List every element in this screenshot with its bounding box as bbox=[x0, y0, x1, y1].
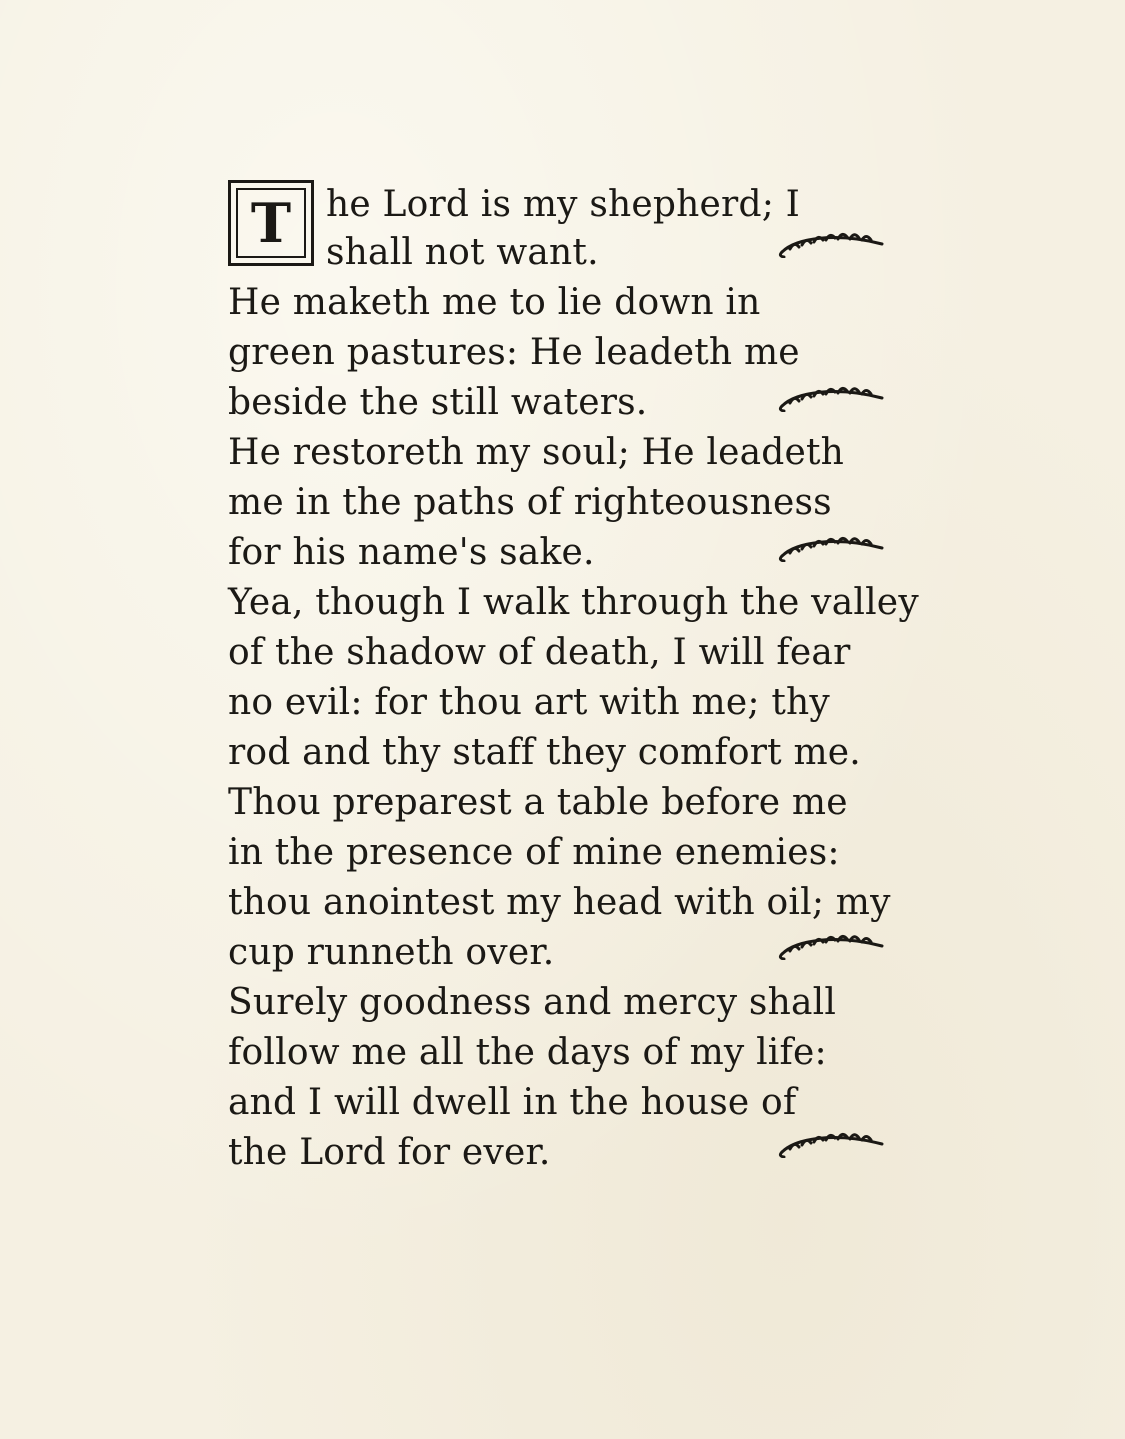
verse-line: thou anointest my head with oil; my bbox=[228, 882, 891, 923]
verse-line: of the shadow of death, I will fear bbox=[228, 632, 851, 673]
drop-cap-letter: T bbox=[236, 188, 306, 258]
verse-line: He maketh me to lie down in bbox=[228, 282, 761, 323]
verse-line: Surely goodness and mercy shall bbox=[228, 982, 837, 1023]
verse-line: Yea, though I walk through the valley bbox=[228, 582, 919, 623]
verse-line: and I will dwell in the house of bbox=[228, 1082, 797, 1123]
verse-line: for his name's sake. bbox=[228, 532, 595, 573]
verse-line: the Lord for ever. bbox=[228, 1132, 551, 1173]
drop-cap-box bbox=[228, 180, 314, 266]
verse-line: in the presence of mine enemies: bbox=[228, 832, 840, 873]
verse-line: cup runneth over. bbox=[228, 932, 555, 973]
leaf-flourish-icon bbox=[776, 228, 888, 258]
verse-line: green pastures: He leadeth me bbox=[228, 332, 800, 373]
verse-line: he Lord is my shepherd; I bbox=[326, 184, 801, 225]
leaf-flourish-icon bbox=[776, 382, 888, 412]
verse-line: He restoreth my soul; He leadeth bbox=[228, 432, 845, 473]
verse-line: follow me all the days of my life: bbox=[228, 1032, 827, 1073]
leaf-flourish-icon bbox=[776, 930, 888, 960]
verse-line: no evil: for thou art with me; thy bbox=[228, 682, 830, 723]
leaf-flourish-icon bbox=[776, 532, 888, 562]
verse-line: Thou preparest a table before me bbox=[228, 782, 848, 823]
verse-line: shall not want. bbox=[326, 232, 599, 273]
verse-line: rod and thy staff they comfort me. bbox=[228, 732, 861, 773]
leaf-flourish-icon bbox=[776, 1128, 888, 1158]
verse-line: beside the still waters. bbox=[228, 382, 648, 423]
verse-line: me in the paths of righteousness bbox=[228, 482, 832, 523]
